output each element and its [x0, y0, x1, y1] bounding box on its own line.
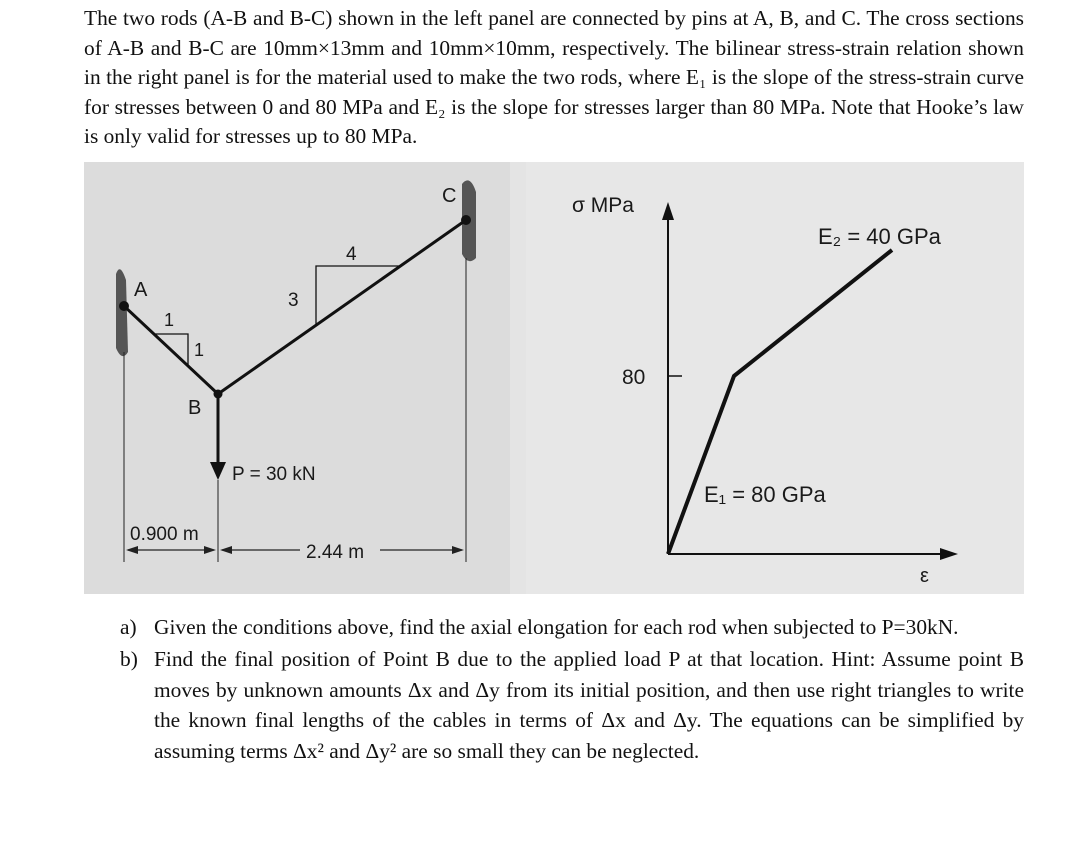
- label-b: B: [188, 397, 202, 419]
- dimension-arrow-right-end: [452, 546, 464, 554]
- question-a: [84, 612, 1024, 642]
- label-load: P = 30 kN: [232, 464, 316, 485]
- label-slope-ab-rise: 1: [194, 340, 205, 360]
- x-axis-arrow: [940, 548, 958, 560]
- label-dim-left: 0.900 m: [130, 524, 199, 545]
- question-b-marker: b): [120, 647, 138, 672]
- y-axis-arrow: [662, 202, 674, 220]
- dimension-arrow-left-end: [204, 546, 216, 554]
- e1-label: E₁ = 80 GPa: [704, 482, 826, 507]
- y-axis-label: σ MPa: [572, 194, 634, 217]
- question-list: [84, 612, 1024, 768]
- problem-statement: The two rods (A-B and B-C) shown in the left panel are connected by pins at A, B, and C. The cross sections of A-B and B-C are 10mm×13mm and 10mm×10mm, respectively. The bilinear stress-strain relation shown in the right panel is for the material used to make the two rods, where E₁ is the slope of the stress-strain curve for stresses between 0 and 80 MPa and E₂ is the slope for stresses larger than 80 MPa. Note that Hooke’s law is only valid for stresses up to 80 MPa.: [84, 6, 1024, 149]
- stress-strain-panel: [526, 162, 1024, 594]
- truss-diagram: [84, 162, 510, 594]
- pin-a: [119, 301, 129, 311]
- yield-tick-label: 80: [622, 366, 646, 389]
- stress-strain-plot: [526, 162, 1024, 594]
- label-a: A: [134, 279, 148, 301]
- label-slope-bc-rise: 3: [288, 290, 299, 311]
- label-c: C: [442, 185, 457, 207]
- e2-label: E₂ = 40 GPa: [818, 224, 941, 249]
- dimension-arrow-right-start: [220, 546, 232, 554]
- truss-panel: [84, 162, 510, 594]
- pin-c: [461, 215, 471, 225]
- question-b: [84, 644, 1024, 766]
- left-wall-support: [116, 269, 128, 356]
- question-a-marker: a): [120, 615, 137, 639]
- x-axis-label: ε: [920, 565, 929, 587]
- rod-bc: [218, 220, 466, 394]
- load-arrow-head: [210, 462, 226, 480]
- question-a-text: Given the conditions above, find the axial elongation for each rod when subjected to P=30kN.: [154, 615, 959, 639]
- stress-strain-curve: [668, 250, 892, 554]
- label-slope-bc-run: 4: [346, 244, 357, 265]
- dimension-arrow-left-start: [126, 546, 138, 554]
- problem-figure: [84, 162, 1024, 594]
- label-dim-right: 2.44 m: [306, 542, 365, 563]
- label-slope-ab-run: 1: [164, 310, 175, 330]
- question-b-text: Find the final position of Point B due to the applied load P at that location. Hint: Assume point B moves by unknown amounts Δx and Δy from its initial position, and then use right triangles to write the known final lengths of the cables in terms of Δx and Δy. The equations can be simplified by assuming terms Δx² and Δy² are so small they can be neglected.: [154, 647, 1024, 763]
- pin-b: [214, 390, 223, 399]
